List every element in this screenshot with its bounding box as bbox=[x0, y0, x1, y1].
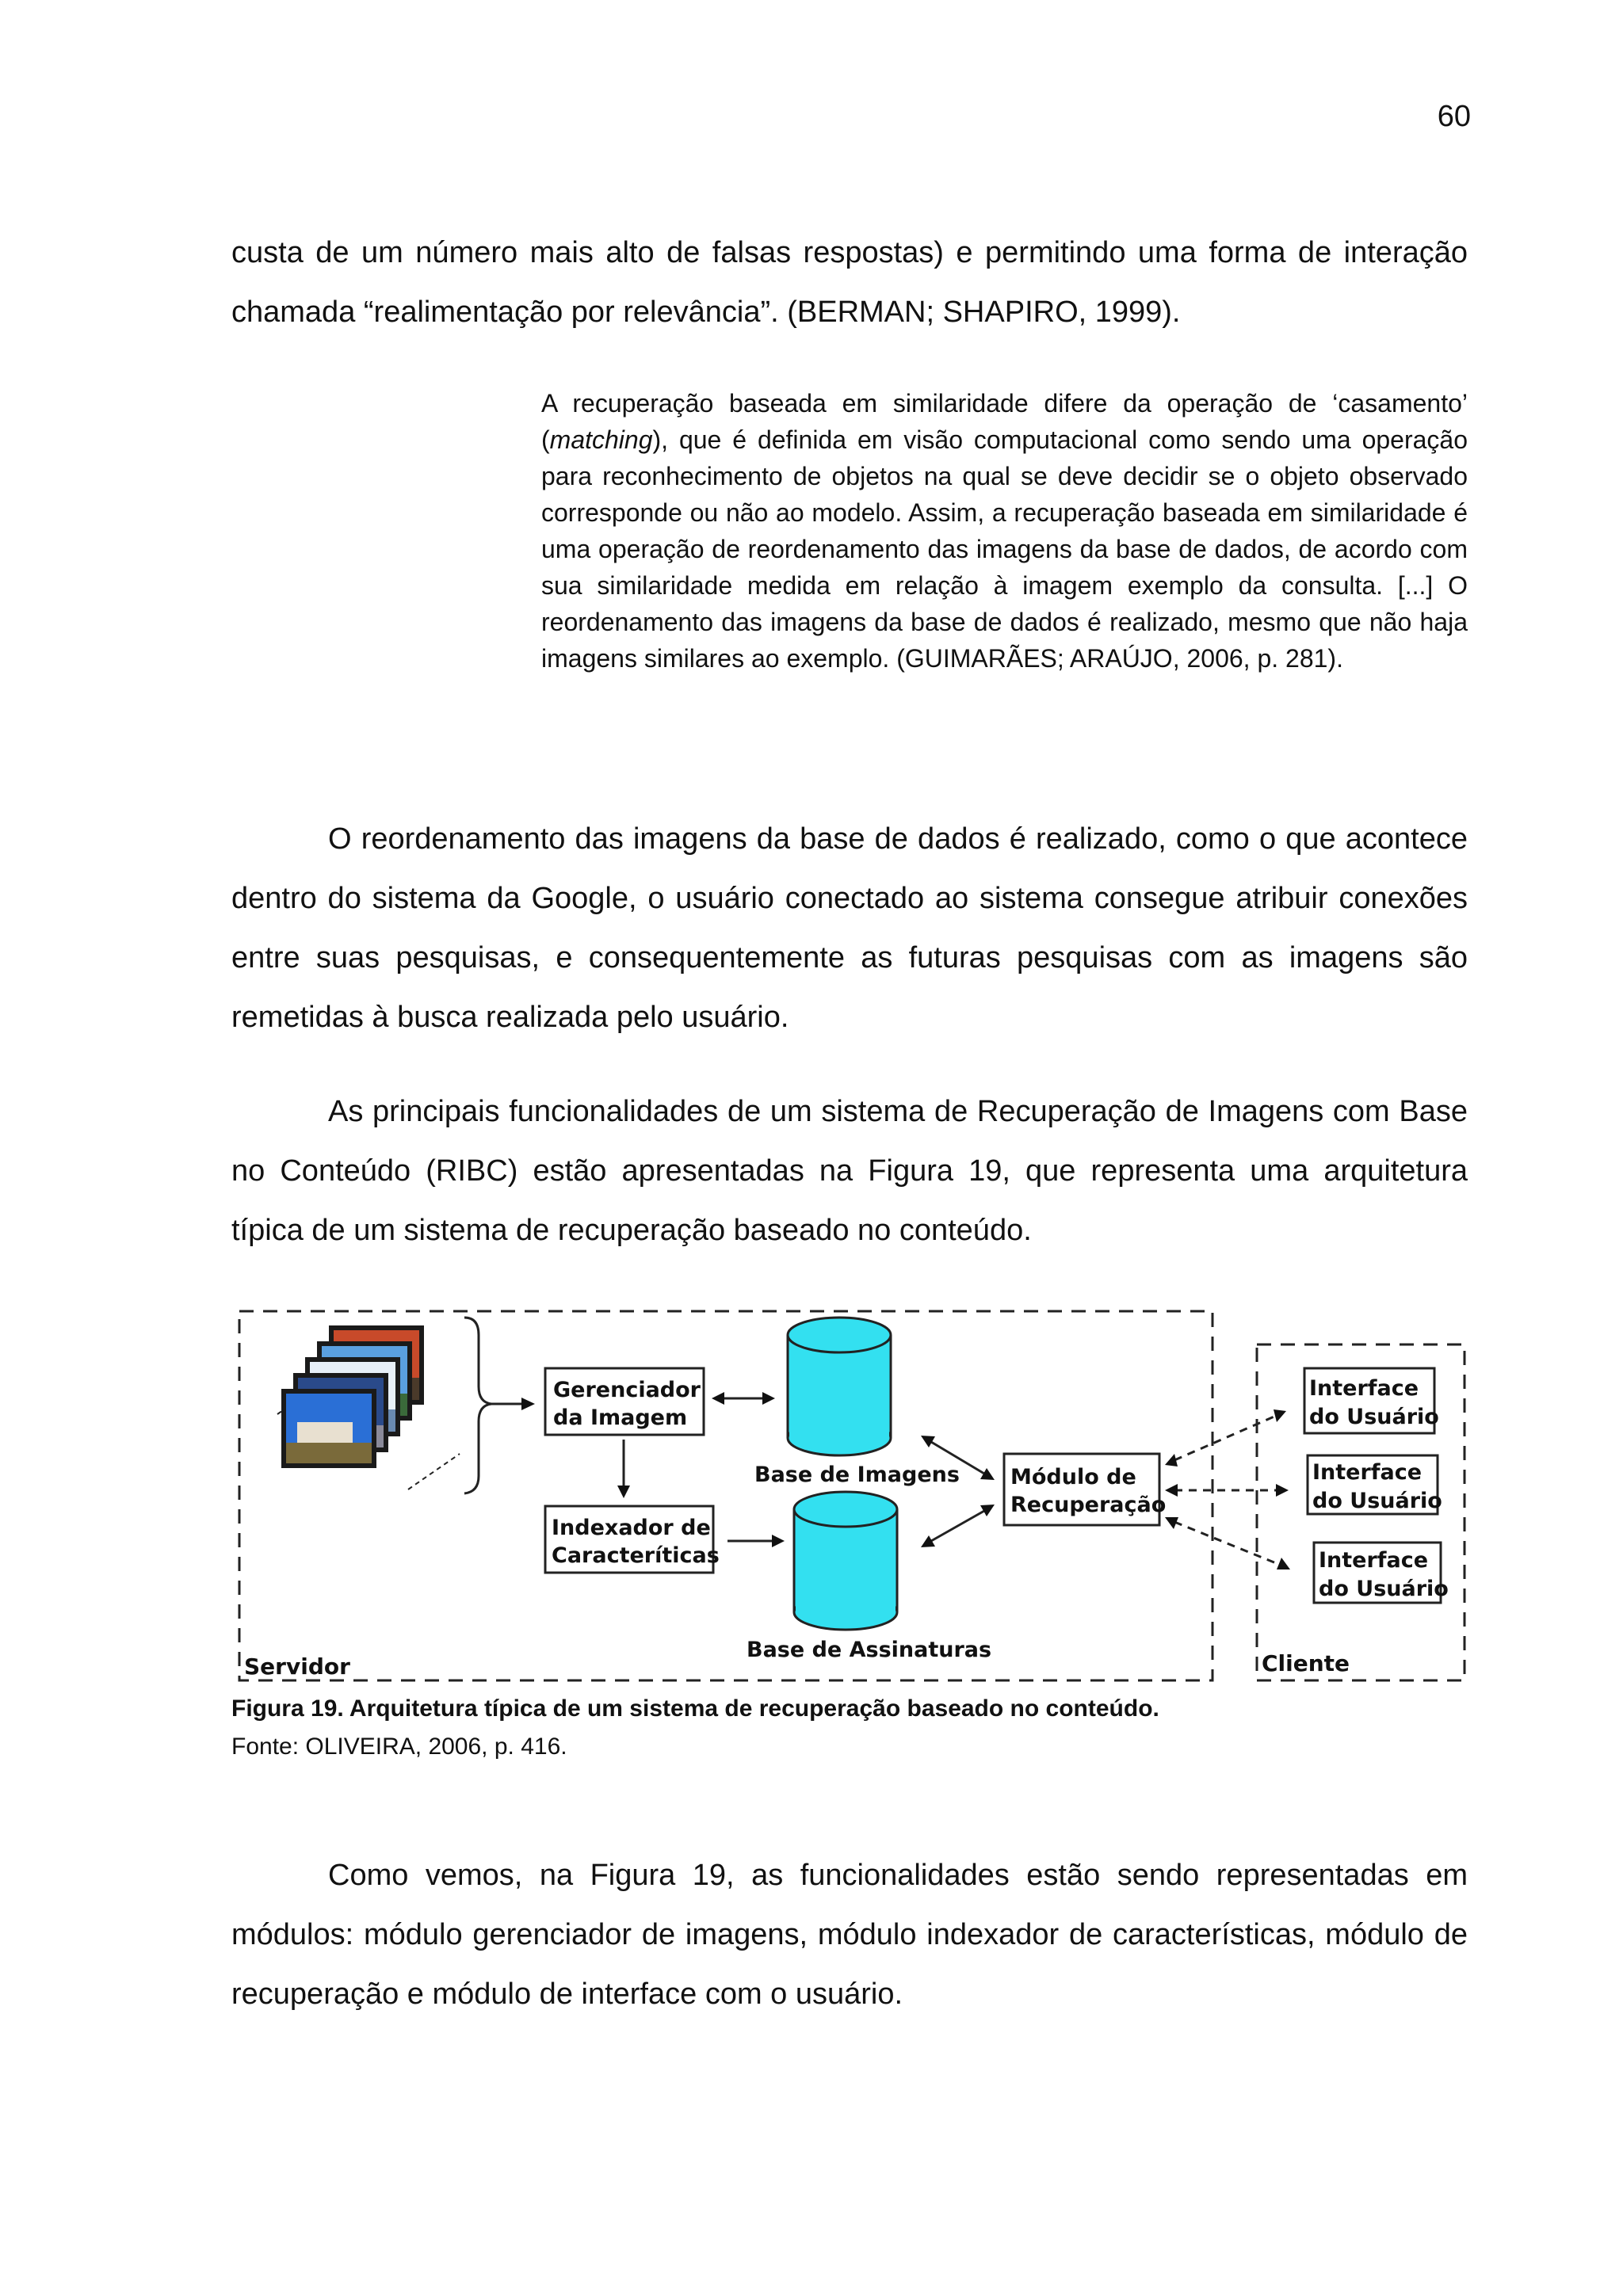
interface-1-label-1: Interface bbox=[1309, 1376, 1419, 1401]
brace-icon bbox=[464, 1318, 491, 1493]
figure-source: Fonte: OLIVEIRA, 2006, p. 416. bbox=[231, 1733, 567, 1760]
base-assinaturas-cylinder bbox=[794, 1492, 897, 1630]
modulo-label-2: Recuperação bbox=[1010, 1493, 1167, 1517]
paragraph-reordenamento: O reordenamento das imagens da base de dados é realizado, como o que acontece dentro do sistema da Google, o usuário conectado ao sistema consegue atribuir conexões entre suas pesquisas, e consequentemente as futuras pesquisas com as imagens são remetidas à busca realizada pelo usuário. bbox=[231, 822, 1468, 1034]
figure-caption: Figura 19. Arquitetura típica de um sistema de recuperação baseado no conteúdo. bbox=[231, 1695, 1159, 1722]
indexador-label-2: Caracteríticas bbox=[552, 1543, 720, 1568]
paragraph-modulos: Como vemos, na Figura 19, as funcionalidades estão sendo representadas em módulos: módulo gerenciador de imagens, módulo indexador de características, módulo de recuperação e módulo de interface com o usuário. bbox=[231, 1859, 1468, 2011]
interface-2-label-2: do Usuário bbox=[1312, 1489, 1442, 1513]
paragraph-continuation: custa de um número mais alto de falsas respostas) e permitindo uma forma de interação chamada “realimentação por relevância”. (BERMAN; SHAPIRO, 1999). bbox=[231, 236, 1468, 329]
block-quote bbox=[541, 385, 1468, 677]
interface-3-label-2: do Usuário bbox=[1319, 1577, 1449, 1601]
architecture-diagram bbox=[230, 1303, 1474, 1691]
paragraph-funcionalidades: As principais funcionalidades de um sistema de Recuperação de Imagens com Base no Conteúdo (RIBC) estão apresentadas na Figura 19, que representa uma arquitetura típica de um sistema de recuperação baseado no conteúdo. bbox=[231, 1095, 1468, 1247]
gerenciador-label-1: Gerenciador bbox=[553, 1378, 701, 1402]
photo-1 bbox=[281, 1389, 376, 1468]
interface-3-label-1: Interface bbox=[1319, 1548, 1429, 1573]
page-number: 60 bbox=[1437, 100, 1471, 133]
quote-italic-term: matching bbox=[549, 425, 653, 454]
indexador-label-1: Indexador de bbox=[552, 1516, 711, 1540]
interface-1-label-2: do Usuário bbox=[1309, 1405, 1439, 1429]
base-imagens-label: Base de Imagens bbox=[754, 1463, 960, 1487]
quote-text-1: A recuperação baseada em similaridade difere da operação de ‘casamento’ ( bbox=[541, 389, 1468, 454]
base-assinaturas-label: Base de Assinaturas bbox=[747, 1638, 992, 1662]
base-imagens-cylinder bbox=[788, 1318, 891, 1455]
image-stack-icon bbox=[277, 1325, 460, 1489]
servidor-label: Servidor bbox=[244, 1653, 350, 1680]
modulo-label-1: Módulo de bbox=[1010, 1465, 1136, 1489]
gerenciador-label-2: da Imagem bbox=[553, 1405, 688, 1430]
cliente-label: Cliente bbox=[1262, 1650, 1350, 1676]
quote-text-2: ), que é definida em visão computacional como sendo uma operação para reconhecimento de objetos na qual se deve decidir se o objeto observado corresponde ou não ao modelo. Assim, a recuperação baseada em similaridade é uma operação de reordenamento das imagens da base de dados, de acordo com sua similaridade medida em relação à imagem exemplo da consulta. [...] O reordenamento das imagens da base de dados é realizado, mesmo que não haja imagens similares ao exemplo. (GUIMARÃES; ARAÚJO, 2006, p. 281). bbox=[541, 425, 1468, 673]
interface-2-label-1: Interface bbox=[1312, 1460, 1423, 1485]
